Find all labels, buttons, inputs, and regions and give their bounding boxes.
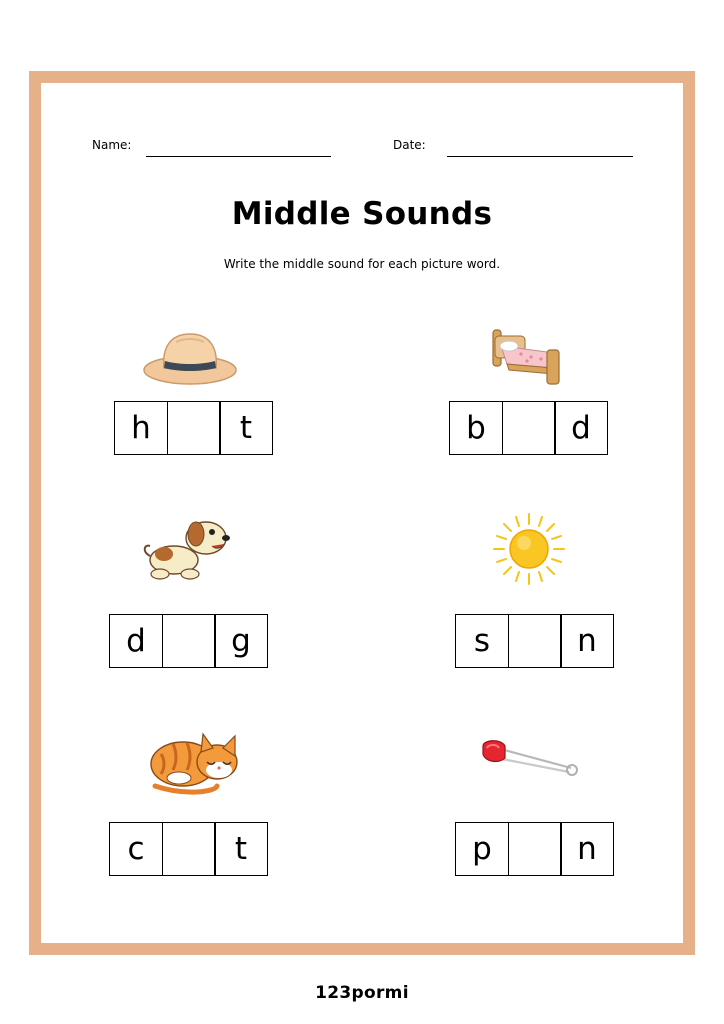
cat-icon xyxy=(145,726,243,796)
first-letter-box: s xyxy=(455,614,509,668)
middle-letter-box[interactable] xyxy=(162,822,216,876)
middle-letter-box[interactable] xyxy=(508,614,562,668)
last-letter-box: n xyxy=(560,614,614,668)
word-boxes-sun xyxy=(455,614,614,668)
word-boxes-pin xyxy=(455,822,614,876)
first-letter-box: h xyxy=(114,401,168,455)
word-boxes-hat xyxy=(114,401,273,455)
last-letter-box: n xyxy=(560,822,614,876)
bed-icon xyxy=(491,324,565,388)
first-letter-box: b xyxy=(449,401,503,455)
sun-icon xyxy=(492,512,566,586)
middle-letter-box[interactable] xyxy=(502,401,556,455)
date-line[interactable] xyxy=(447,156,633,157)
dog-icon xyxy=(140,516,232,584)
middle-letter-box[interactable] xyxy=(508,822,562,876)
brand-footer: 123pormi xyxy=(315,983,409,1003)
word-boxes-cat xyxy=(109,822,268,876)
last-letter-box: t xyxy=(219,401,273,455)
name-label: Name: xyxy=(92,138,132,152)
pin-icon xyxy=(479,738,581,778)
first-letter-box: d xyxy=(109,614,163,668)
name-line[interactable] xyxy=(146,156,331,157)
word-boxes-bed xyxy=(449,401,608,455)
hat-icon xyxy=(140,328,240,390)
last-letter-box: t xyxy=(214,822,268,876)
page-title: Middle Sounds xyxy=(231,196,493,232)
middle-letter-box[interactable] xyxy=(162,614,216,668)
first-letter-box: c xyxy=(109,822,163,876)
first-letter-box: p xyxy=(455,822,509,876)
instructions: Write the middle sound for each picture word. xyxy=(223,257,501,271)
date-label: Date: xyxy=(393,138,426,152)
word-boxes-dog xyxy=(109,614,268,668)
last-letter-box: g xyxy=(214,614,268,668)
middle-letter-box[interactable] xyxy=(167,401,221,455)
last-letter-box: d xyxy=(554,401,608,455)
